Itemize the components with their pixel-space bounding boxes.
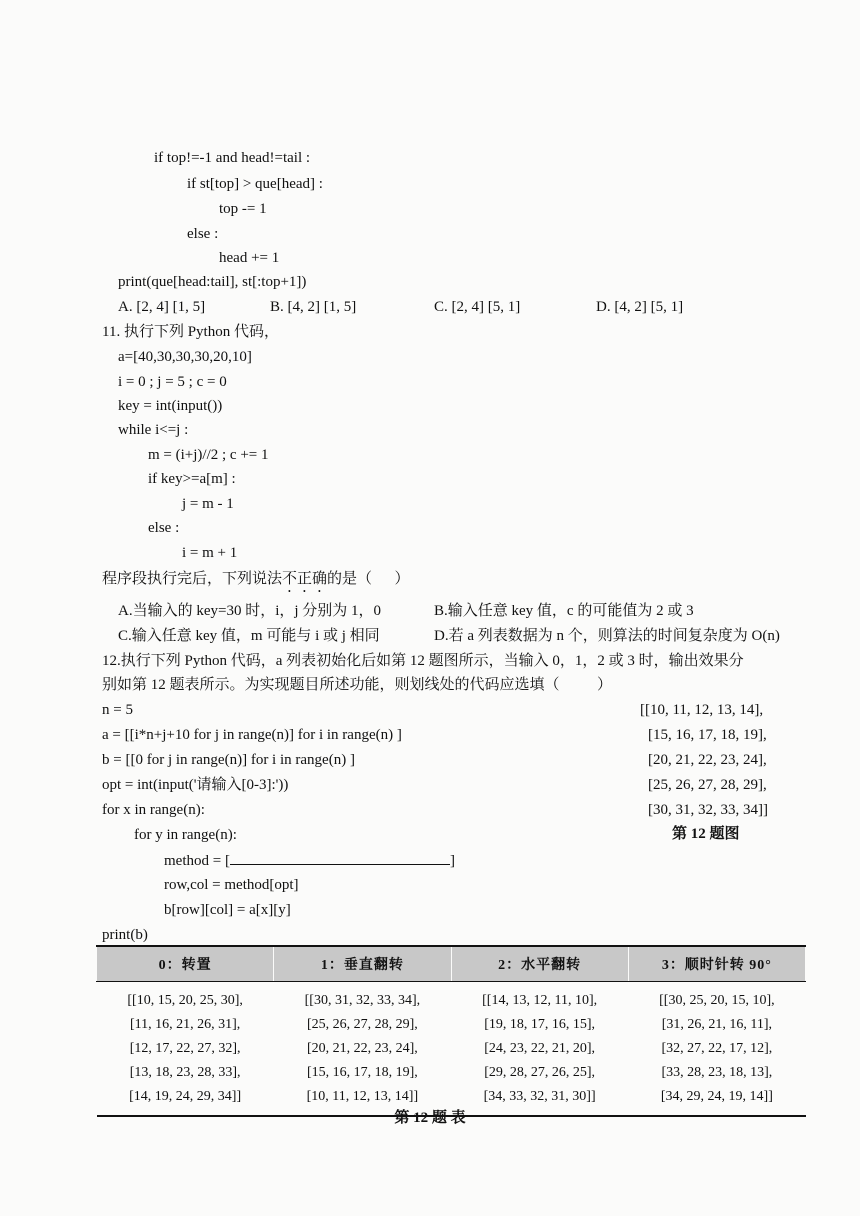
code-line: top -= 1 (219, 201, 267, 217)
question-12-stem-line1: 12.执行下列 Python 代码，a 列表初始化后如第 12 题图所示，当输入 0，1，2 或 3 时，输出效果分 (102, 653, 744, 669)
table-cell: [[30, 31, 32, 33, 34], [25, 26, 27, 28, 29], [20, 21, 22, 23, 24], [15, 16, 17, 18, 19], [10, 11, 12, 13, 14]] (274, 982, 451, 1117)
option-b: B.输入任意 key 值，c 的可能值为 2 或 3 (434, 603, 694, 619)
option-d: D. [4, 2] [5, 1] (596, 299, 684, 315)
table-cell: [[30, 25, 20, 15, 10], [31, 26, 21, 16, 11], [32, 27, 22, 17, 12], [33, 28, 23, 18, 13], [34, 29, 24, 19, 14]] (628, 982, 805, 1117)
figure-line: [15, 16, 17, 18, 19], (648, 727, 767, 743)
code-line: a=[40,30,30,30,20,10] (118, 349, 252, 365)
code-line-with-blank: method = [ ] (164, 850, 455, 871)
table-header-row (97, 946, 806, 982)
option-a: A.当输入的 key=30 时，i，j 分别为 1，0 (118, 603, 382, 619)
table-header: 1：垂直翻转 (274, 946, 451, 982)
code-line: else : (148, 520, 180, 536)
table-cell: [[10, 15, 20, 25, 30], [11, 16, 21, 26, 31], [12, 17, 22, 27, 32], [13, 18, 23, 28, 33], [14, 19, 24, 29, 34]] (97, 982, 274, 1117)
code-line: key = int(input()) (118, 398, 223, 414)
table-row (97, 982, 806, 1117)
code-line: b = [[0 for j in range(n)] for i in range(n) ] (102, 752, 355, 768)
code-line: i = m + 1 (182, 545, 238, 561)
figure-line: [[10, 11, 12, 13, 14], (640, 702, 764, 718)
code-line: j = m - 1 (182, 496, 234, 512)
code-line: else : (187, 226, 219, 242)
option-b: B. [4, 2] [1, 5] (270, 299, 357, 315)
code-line: row,col = method[opt] (164, 877, 299, 893)
table-header: 3：顺时针转 90° (628, 946, 805, 982)
code-line: a = [[i*n+j+10 for j in range(n)] for i in range(n) ] (102, 727, 402, 743)
question-11-stem: 程序段执行完后，下列说法不正确的是（ ） (102, 571, 410, 587)
code-line: if top!=-1 and head!=tail : (154, 150, 311, 166)
code-line: for x in range(n): (102, 802, 205, 818)
emphasized-text: 不正确 (282, 571, 328, 587)
code-line: i = 0 ; j = 5 ; c = 0 (118, 374, 227, 390)
option-a: A. [2, 4] [1, 5] (118, 299, 206, 315)
option-d: D.若 a 列表数据为 n 个，则算法的时间复杂度为 O(n) (434, 628, 780, 644)
answer-blank (230, 850, 450, 865)
code-line: m = (i+j)//2 ; c += 1 (148, 447, 269, 463)
option-c: C. [2, 4] [5, 1] (434, 299, 521, 315)
table-header: 2：水平翻转 (451, 946, 628, 982)
code-line: print(que[head:tail], st[:top+1]) (118, 274, 307, 290)
code-line: b[row][col] = a[x][y] (164, 902, 291, 918)
figure-line: [25, 26, 27, 28, 29], (648, 777, 767, 793)
code-line: opt = int(input('请输入[0-3]:')) (102, 777, 289, 793)
question-12-stem-line2: 别如第 12 题表所示。为实现题目所述功能，则划线处的代码应选填（ ） (102, 677, 613, 693)
table-header: 0：转置 (97, 946, 274, 982)
option-c: C.输入任意 key 值，m 可能与 i 或 j 相同 (118, 628, 380, 644)
code-line: head += 1 (219, 250, 280, 266)
figure-caption: 第 12 题图 (672, 826, 740, 842)
table-caption: 第 12 题 表 (394, 1110, 466, 1126)
table-cell: [[14, 13, 12, 11, 10], [19, 18, 17, 16, 15], [24, 23, 22, 21, 20], [29, 28, 27, 26, 25], [34, 33, 32, 31, 30]] (451, 982, 628, 1117)
result-table (96, 945, 806, 1117)
code-line: if key>=a[m] : (148, 471, 236, 487)
code-line: if st[top] > que[head] : (187, 176, 323, 192)
code-line: n = 5 (102, 702, 133, 718)
question-11-title: 11. 执行下列 Python 代码， (102, 324, 279, 340)
code-line: print(b) (102, 927, 148, 943)
code-line: while i<=j : (118, 422, 189, 438)
figure-line: [20, 21, 22, 23, 24], (648, 752, 767, 768)
figure-line: [30, 31, 32, 33, 34]] (648, 802, 768, 818)
code-line: for y in range(n): (134, 827, 237, 843)
